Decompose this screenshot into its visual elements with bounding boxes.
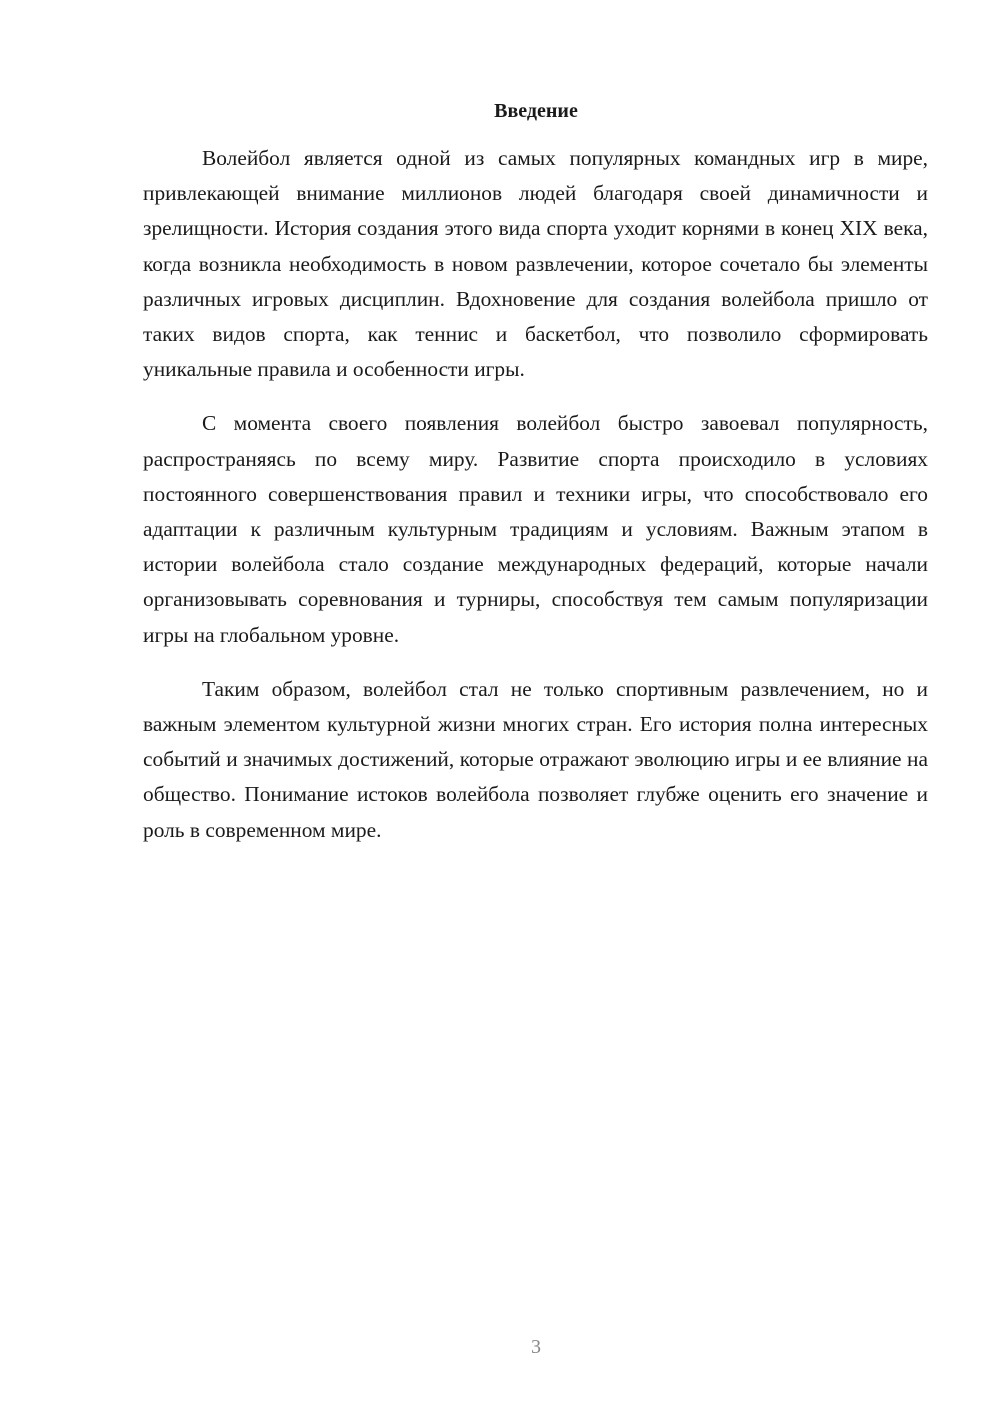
- paragraph-2: С момента своего появления волейбол быстро завоевал популярность, распространяясь по всему миру. Развитие спорта происходило в условиях постоянного совершенствования правил и техники игры, что способствовало его адаптации к различным культурным традициям и условиям. Важным этапом в истории волейбола стало создание международных федераций, которые начали организовывать соревнования и турниры, способствуя тем самым популяризации игры на глобальном уровне.: [143, 411, 928, 647]
- body-text: [143, 141, 928, 867]
- paragraph-1: Волейбол является одной из самых популярных командных игр в мире, привлекающей внимание миллионов людей благодаря своей динамичности и зрелищности. История создания этого вида спорта уходит корнями в конец XIX века, когда возникла необходимость в новом развлечении, которое сочетало бы элементы различных игровых дисциплин. Вдохновение для создания волейбола пришло от таких видов спорта, как теннис и баскетбол, что позволило сформировать уникальные правила и особенности игры.: [143, 146, 928, 382]
- paragraph-3: Таким образом, волейбол стал не только спортивным развлечением, но и важным элементом культурной жизни многих стран. Его история полна интересных событий и значимых достижений, которые отражают эволюцию игры и ее влияние на общество. Понимание истоков волейбола позволяет глубже оценить его значение и роль в современном мире.: [143, 676, 928, 842]
- section-heading: Введение: [494, 100, 578, 122]
- page-number: 3: [531, 1336, 541, 1358]
